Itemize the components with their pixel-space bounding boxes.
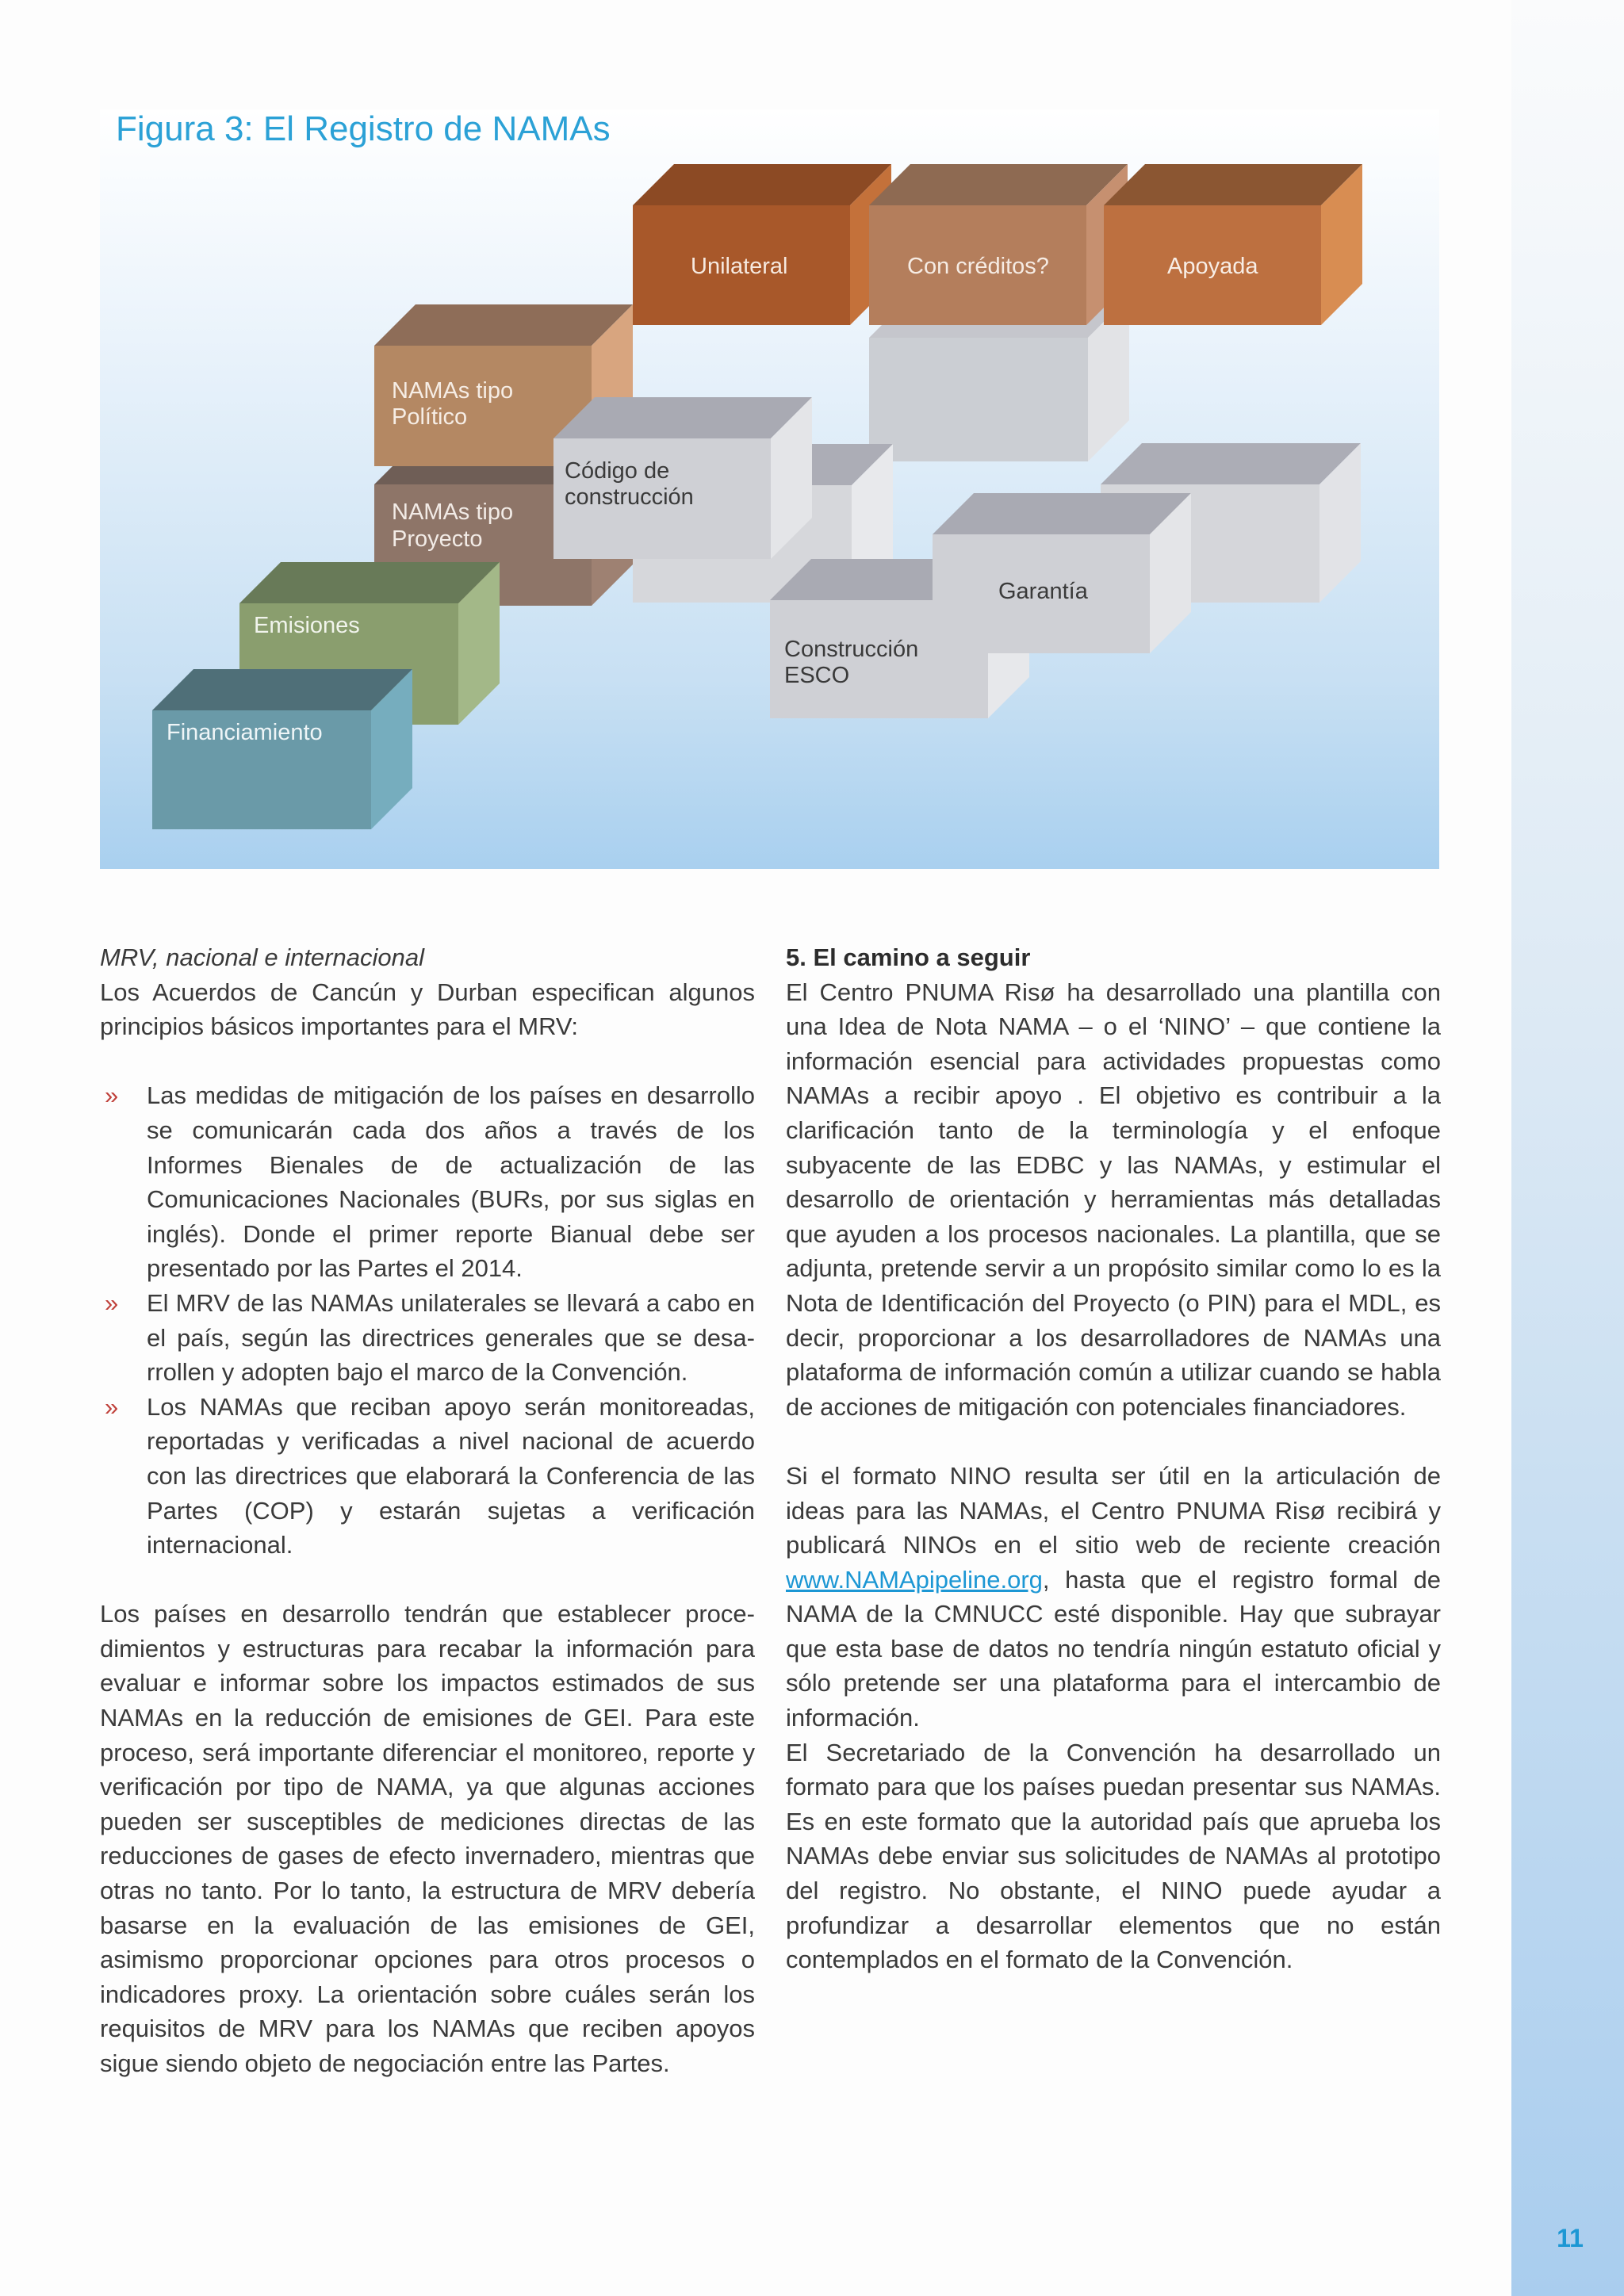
label-namas-proyecto-1: NAMAs tipo <box>392 499 514 525</box>
paragraph-text: , hasta que el registro formal de NAMA de la CMNUCC esté disponible. Hay que subrayar que esta base de datos no tendría ningún estatuto oficial y sólo pretende ser una plataforma para el intercambio de información. <box>786 1565 1441 1732</box>
label-codigo-1: Código de <box>565 458 670 484</box>
section-subhead: MRV, nacional e internacional <box>100 943 424 971</box>
namapipeline-link[interactable]: www.NAMApipeline.org <box>786 1565 1043 1594</box>
body-paragraph: El Centro PNUMA Risø ha desarrollado una plantilla con una Idea de Nota NAMA – o el ‘NINO’ – que contiene la información esencial para actividades propuestas como NAMAs a recibir apoyo . El objetivo es contribuir a la clarificación tanto de la terminología y el enfoque subyacente de las EDBC y las NAMAs, y estimular el desarrollo de orientación y herramientas más detalladas que ayuden a los procesos nacionales. La plantilla, que se adjunta, pretende servir a un propósito similar como lo es la Nota de Identificación del Proyecto (o PIN) para el MDL, es decir, proporcionar a los desarrolladores de NAMAs una plataforma de información común a utilizar cuando se habla de acciones de mitigación con potenciales financiadores. <box>786 978 1441 1421</box>
bullet-mark: » <box>105 1288 119 1317</box>
figure-diagram <box>100 109 1439 869</box>
label-unilateral: Unilateral <box>691 254 788 279</box>
section-heading: 5. El camino a seguir <box>786 943 1031 971</box>
body-paragraph: El Secretariado de la Convención ha desarrollado un formato para que los países puedan presentar sus NAMAs. Es en este formato que la autoridad país que aprueba los NAMAs debe enviar sus solicitudes de NAMAs al prototipo del registro. No obstante, el NINO puede ayudar a profundizar a desarrollar elementos que no están contemplados en el formato de la Convención. <box>786 1738 1441 1974</box>
label-construccion-2: ESCO <box>784 663 850 688</box>
label-namas-politico-1: NAMAs tipo <box>392 378 514 404</box>
label-emisiones: Emisiones <box>254 613 360 638</box>
label-namas-politico-2: Político <box>392 404 468 430</box>
intro-paragraph: Los Acuerdos de Cancún y Durban especifican algunos principios básicos importantes para el MRV: <box>100 978 755 1041</box>
bullet-mark: » <box>105 1081 119 1110</box>
label-codigo-2: construcción <box>565 484 694 510</box>
box-financiamiento <box>152 669 412 829</box>
list-item-text: El MRV de las NAMAs unilaterales se llevará a cabo en el país, según las directrices generales que se desa-rrollen y adopten bajo el marco de la Convención. <box>147 1288 755 1387</box>
page-number: 11 <box>1557 2224 1584 2252</box>
list-item <box>100 1390 755 1563</box>
box-garantia <box>933 493 1191 653</box>
principles-list <box>100 1078 755 1562</box>
box-con-creditos <box>869 164 1128 325</box>
body-paragraph: Los países en desarrollo tendrán que establecer proce-dimientos y estructuras para recabar la información para evaluar e informar sobre los impactos estimados de sus NAMAs en la reducción de emisiones de GEI. Para este proceso, será importante diferenciar el monitoreo, reporte y verificación por tipo de NAMA, ya que algunas acciones pueden ser susceptibles de mediciones directas de las reducciones de gases de efecto invernadero, mientras que otras no tanto. Por lo tanto, la estructura de MRV debería basarse en la evaluación de las emisiones de GEI, asimismo proporcionar opciones para otros procesos o indicadores proxy. La orientación sobre cuáles serán los requisitos de MRV para los NAMAs que reciben apoyos sigue siendo objeto de negociación entre las Partes. <box>100 1600 755 2077</box>
label-namas-proyecto-2: Proyecto <box>392 526 483 552</box>
list-item-text: Las medidas de mitigación de los países en desarrollo se comunicarán cada dos años a través de los Informes Bienales de de actualización de las Comunicaciones Nacionales (BURs, por sus siglas en inglés). Donde el primer reporte Bianual debe ser presentado por las Partes el 2014. <box>147 1081 755 1283</box>
box-apoyada <box>1104 164 1362 325</box>
label-apoyada: Apoyada <box>1167 254 1258 279</box>
list-item <box>100 1286 755 1390</box>
box-unilateral <box>633 164 891 325</box>
right-column <box>786 940 1441 1977</box>
label-construccion-1: Construcción <box>784 637 919 662</box>
paragraph-text: Si el formato NINO resulta ser útil en la articulación de ideas para las NAMAs, el Centro PNUMA Risø recibirá y publicará NINOs en el sitio web de reciente creación <box>786 1461 1441 1559</box>
label-garantia: Garantía <box>998 579 1088 604</box>
label-con-creditos: Con créditos? <box>907 254 1049 279</box>
body-paragraph <box>786 1459 1441 1735</box>
left-column <box>100 940 755 2081</box>
side-decoration-band <box>1511 0 1624 2296</box>
figure-nama-registry <box>100 109 1439 869</box>
label-financiamiento: Financiamiento <box>167 720 323 745</box>
figure-title: Figura 3: El Registro de NAMAs <box>116 109 611 148</box>
box-codigo-construccion <box>553 397 812 559</box>
bullet-mark: » <box>105 1392 119 1421</box>
list-item-text: Los NAMAs que reciban apoyo serán monitoreadas, reportadas y verificadas a nivel nacional de acuerdo con las directrices que elaborará la Conferencia de las Partes (COP) y estarán sujetas a verificación internacional. <box>147 1392 755 1559</box>
list-item <box>100 1078 755 1286</box>
